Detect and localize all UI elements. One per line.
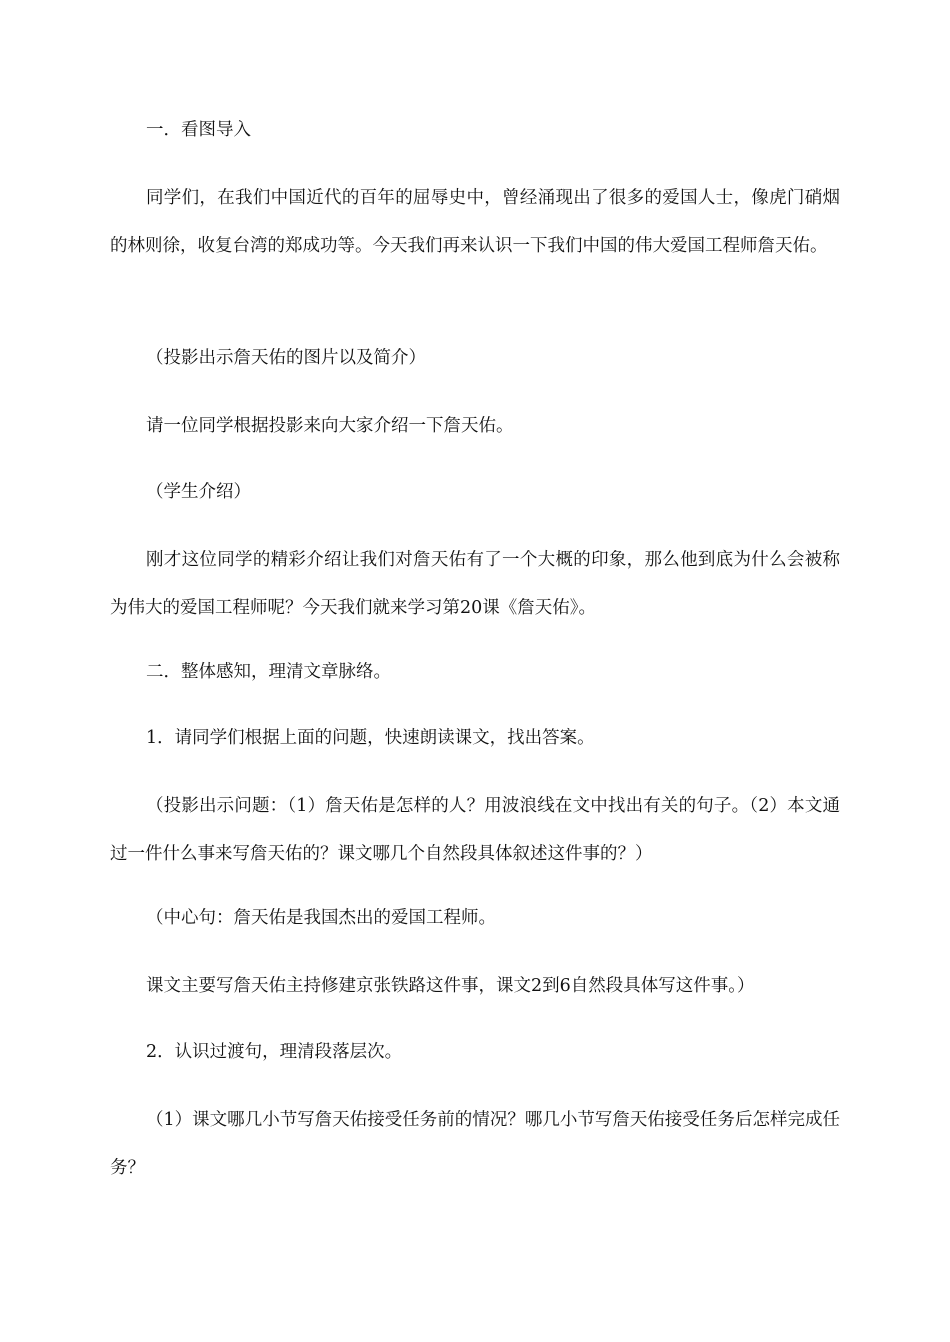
paragraph-student-intro: （学生介绍）: [146, 482, 251, 502]
paragraph-main-event: 课文主要写詹天佑主持修建京张铁路这件事，课文2到6自然段具体写这件事。）: [146, 976, 755, 996]
paragraph-student-request: 请一位同学根据投影来向大家介绍一下詹天佑。: [146, 416, 514, 436]
paragraph-task-1: 1．请同学们根据上面的问题，快速朗读课文，找出答案。: [146, 728, 595, 748]
paragraph-questions: （投影出示问题：（1）詹天佑是怎样的人？用波浪线在文中找出有关的句子。（2）本文通过一件什么事来写詹天佑的？课文哪几个自然段具体叙述这件事的？）: [110, 796, 840, 864]
paragraph-subtask-1: （1）课文哪几小节写詹天佑接受任务前的情况？哪几小节写詹天佑接受任务后怎样完成任务？: [110, 1110, 840, 1178]
paragraph-intro: 同学们，在我们中国近代的百年的屈辱史中，曾经涌现出了很多的爱国人士，像虎门硝烟的林则徐，收复台湾的郑成功等。今天我们再来认识一下我们中国的伟大爱国工程师詹天佑。: [110, 188, 840, 256]
section-heading-2: 二．整体感知，理清文章脉络。: [146, 662, 391, 682]
section-heading-1: 一．看图导入: [146, 120, 251, 140]
paragraph-transition: 刚才这位同学的精彩介绍让我们对詹天佑有了一个大概的印象，那么他到底为什么会被称为伟大的爱国工程师呢？今天我们就来学习第20课《詹天佑》。: [110, 550, 840, 618]
paragraph-projection-note: （投影出示詹天佑的图片以及简介）: [146, 348, 426, 368]
paragraph-central-sentence: （中心句：詹天佑是我国杰出的爱国工程师。: [146, 908, 496, 928]
paragraph-task-2: 2．认识过渡句，理清段落层次。: [146, 1042, 403, 1062]
